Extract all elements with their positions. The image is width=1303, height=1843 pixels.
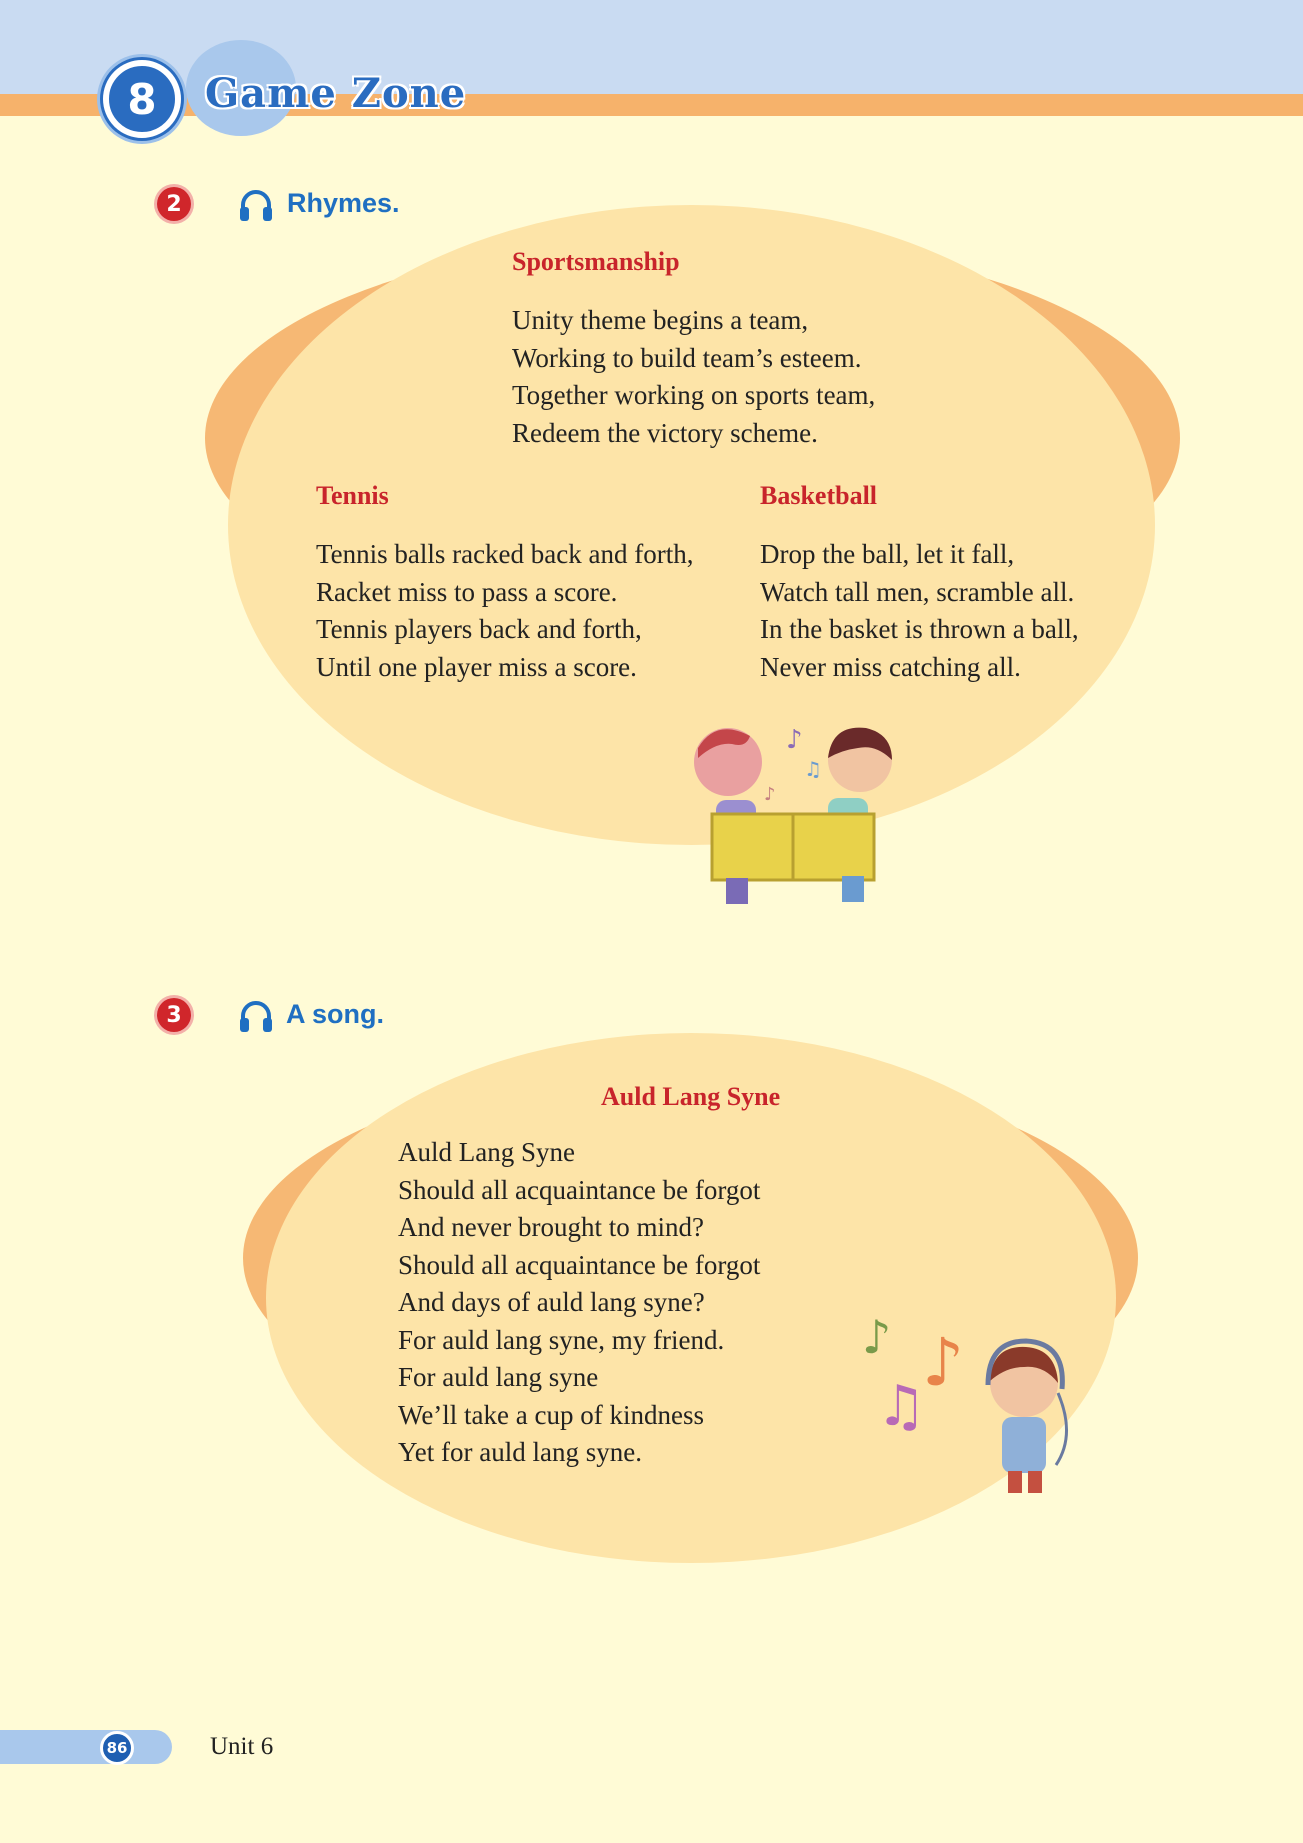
svg-text:♪: ♪ (922, 1324, 965, 1401)
poem-tennis (316, 536, 693, 686)
poem-basketball (760, 536, 1079, 686)
poem-line: Until one player miss a score. (316, 651, 637, 682)
poem-title-tennis: Tennis (316, 481, 389, 510)
headphone-icon[interactable] (238, 188, 274, 224)
poem-title-sportsmanship: Sportsmanship (512, 247, 680, 276)
headphone-icon[interactable] (238, 999, 274, 1035)
song-line: We’ll take a cup of kindness (398, 1399, 704, 1430)
song-line: Should all acquaintance be forgot (398, 1249, 761, 1280)
poem-line: Tennis players back and forth, (316, 614, 642, 644)
svg-text:♪: ♪ (786, 725, 803, 755)
poem-title-basketball: Basketball (760, 481, 878, 510)
svg-text:♪: ♪ (764, 784, 776, 805)
song-lyrics (398, 1134, 760, 1472)
song-line: Should all acquaintance be forgot (398, 1174, 761, 1205)
poem-line: Racket miss to pass a score. (316, 576, 618, 607)
song-line: For auld lang syne (398, 1362, 599, 1392)
poem-line: Working to build team’s esteem. (512, 342, 862, 373)
unit-label: Unit 6 (210, 1733, 274, 1760)
poem-line: Unity theme begins a team, (512, 305, 809, 335)
poem-line: Tennis balls racked back and forth, (316, 539, 694, 569)
song-line: Auld Lang Syne (398, 1137, 575, 1167)
song-line: Yet for auld lang syne. (398, 1437, 642, 1467)
poem-line: Redeem the victory scheme. (512, 417, 818, 448)
exercise-number: 2 (157, 187, 191, 221)
song-line: And days of auld lang syne? (398, 1287, 705, 1317)
song-line: And never brought to mind? (398, 1212, 704, 1242)
poem-line: Never miss catching all. (760, 651, 1021, 682)
music-notes-illustration (862, 1305, 1077, 1505)
exercise-label: A song. (286, 999, 384, 1029)
poem-line: Together working on sports team, (512, 380, 876, 410)
children-singing-illustration (676, 718, 906, 908)
section-title: Game Zone (205, 70, 467, 117)
footer-tab (0, 1730, 172, 1764)
svg-text:♪: ♪ (862, 1310, 892, 1364)
page-number: 86 (100, 1731, 134, 1765)
poem-line: In the basket is thrown a ball, (760, 614, 1079, 644)
song-title: Auld Lang Syne (601, 1082, 781, 1111)
poem-line: Watch tall men, scramble all. (760, 576, 1075, 607)
song-line: For auld lang syne, my friend. (398, 1324, 725, 1355)
exercise-number: 3 (157, 998, 191, 1032)
poem-line: Drop the ball, let it fall, (760, 539, 1015, 569)
svg-text:♫: ♫ (876, 1374, 927, 1439)
exercise-label: Rhymes. (287, 188, 400, 218)
svg-text:♫: ♫ (804, 757, 822, 781)
unit-number-badge: 8 (103, 60, 181, 138)
poem-sportsmanship (512, 302, 875, 452)
